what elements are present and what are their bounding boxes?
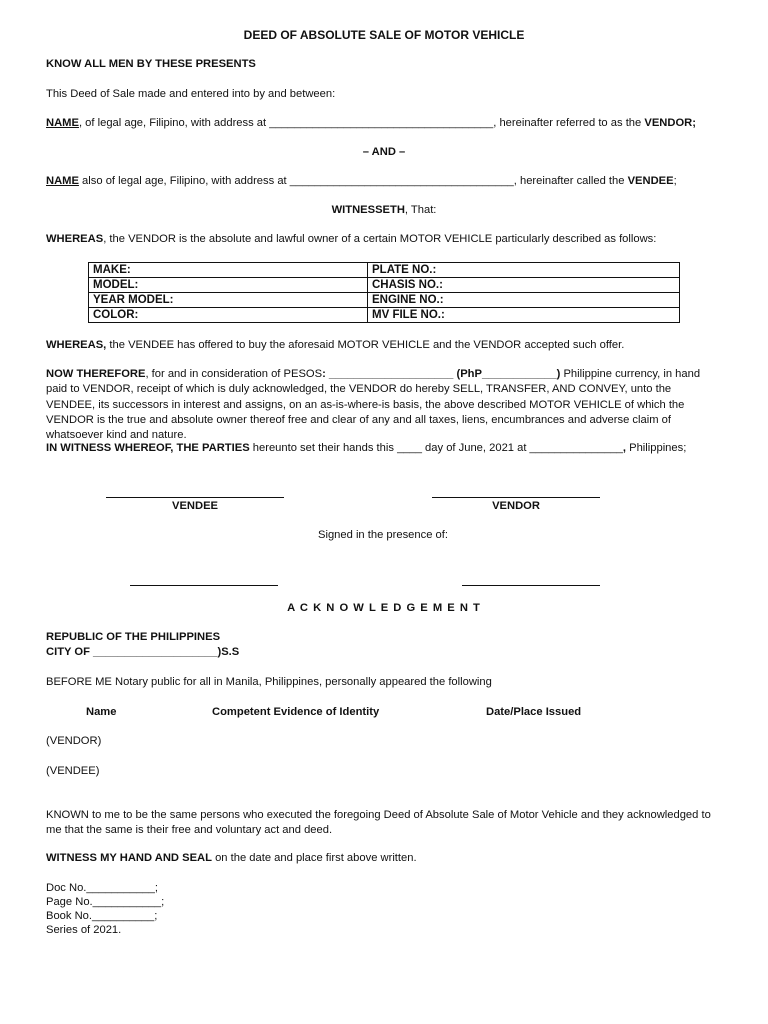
vendee-party-text: also of legal age, Filipino, with address at ____________________________________, hereinafter called the bbox=[78, 175, 628, 187]
in-witness-text: hereunto set their hands this ____ day of June, 2021 at _______________ bbox=[249, 442, 623, 454]
chasis-no-label: CHASIS NO.: bbox=[368, 278, 680, 293]
witness-seal-rest: on the date and place first above written. bbox=[211, 852, 417, 864]
witness2-signature-line bbox=[462, 585, 600, 586]
intro-heading: KNOW ALL MEN BY THESE PRESENTS bbox=[46, 58, 256, 70]
table-row bbox=[89, 308, 680, 323]
now-therefore-text1: , for and in consideration of PESOS bbox=[145, 368, 323, 380]
vendee-signature-label: VENDEE bbox=[171, 500, 218, 512]
table-row bbox=[89, 293, 680, 308]
in-witness-lead: IN WITNESS WHEREOF, THE PARTIES bbox=[46, 442, 250, 454]
witness-seal-line bbox=[46, 852, 417, 864]
in-witness-end: Philippines; bbox=[626, 442, 687, 454]
whereas-ownership bbox=[46, 233, 656, 245]
in-witness-line bbox=[46, 442, 686, 454]
vendor-role: VENDOR; bbox=[644, 117, 696, 129]
column-evidence-header: Competent Evidence of Identity bbox=[212, 706, 380, 718]
mv-file-no-label: MV FILE NO.: bbox=[368, 308, 680, 323]
model-label: MODEL: bbox=[89, 278, 368, 293]
document-title: DEED OF ABSOLUTE SALE OF MOTOR VEHICLE bbox=[243, 28, 525, 42]
known-paragraph: KNOWN to me to be the same persons who executed the foregoing Deed of Absolute Sale of Motor Vehicle and they acknowledged to me that the same is their free and voluntary act and deed. bbox=[46, 809, 711, 837]
witness1-signature-line bbox=[130, 585, 278, 586]
column-date-place-header: Date/Place Issued bbox=[486, 706, 582, 718]
witnesseth-word: WITNESSETH bbox=[331, 204, 405, 216]
vendor-signature-label: VENDOR bbox=[492, 500, 540, 512]
doc-no-line: Doc No.___________; bbox=[46, 882, 158, 894]
vehicle-details-table bbox=[88, 262, 680, 323]
intro-line: This Deed of Sale made and entered into by and between: bbox=[46, 88, 336, 100]
vendee-name-label: NAME bbox=[46, 175, 79, 187]
witness-seal-lead: WITNESS MY HAND AND SEAL bbox=[46, 852, 212, 864]
make-label: MAKE: bbox=[89, 263, 368, 278]
whereas-offer-lead: WHEREAS, bbox=[46, 339, 107, 351]
table-row bbox=[89, 278, 680, 293]
vendor-signature-line bbox=[432, 497, 600, 498]
plate-no-label: PLATE NO.: bbox=[368, 263, 680, 278]
whereas-text: , the VENDOR is the absolute and lawful owner of a certain MOTOR VEHICLE particularly described as follows: bbox=[103, 233, 657, 245]
before-me-line: BEFORE ME Notary public for all in Manila, Philippines, personally appeared the following bbox=[46, 676, 492, 688]
whereas-offer-text: the VENDEE has offered to buy the aforesaid MOTOR VEHICLE and the VENDOR accepted such offer. bbox=[106, 339, 625, 351]
amount-php-blank: (PhP____________) bbox=[456, 368, 561, 380]
engine-no-label: ENGINE NO.: bbox=[368, 293, 680, 308]
vendee-end: ; bbox=[673, 175, 677, 187]
whereas-offer bbox=[46, 339, 624, 351]
and-separator: – AND – bbox=[362, 146, 406, 158]
whereas-lead: WHEREAS bbox=[46, 233, 104, 245]
series-line: Series of 2021. bbox=[46, 924, 122, 936]
acknowledgement-heading: A C K N O W L E D G E M E N T bbox=[287, 602, 481, 614]
color-label: COLOR: bbox=[89, 308, 368, 323]
page-no-line: Page No.___________; bbox=[46, 896, 165, 908]
in-witness-comma: , bbox=[622, 442, 626, 454]
republic-line: REPUBLIC OF THE PHILIPPINES bbox=[46, 631, 221, 643]
table-row bbox=[89, 263, 680, 278]
now-therefore-lead: NOW THEREFORE bbox=[46, 368, 146, 380]
vendee-party-line bbox=[46, 175, 677, 187]
ack-vendee-entry: (VENDEE) bbox=[46, 765, 100, 777]
ack-vendor-entry: (VENDOR) bbox=[46, 735, 102, 747]
year-model-label: YEAR MODEL: bbox=[89, 293, 368, 308]
vendor-party-line bbox=[46, 117, 696, 129]
witnesseth-line bbox=[0, 204, 768, 216]
witnesseth-rest: , That: bbox=[404, 204, 437, 216]
amount-words-blank: : ____________________ bbox=[322, 368, 457, 380]
vendor-party-text: , of legal age, Filipino, with address at ____________________________________, hereinafter referred to as the bbox=[78, 117, 645, 129]
signed-presence-line: Signed in the presence of: bbox=[318, 529, 448, 541]
book-no-line: Book No.__________; bbox=[46, 910, 158, 922]
vendee-role: VENDEE bbox=[627, 175, 674, 187]
vendor-name-label: NAME bbox=[46, 117, 79, 129]
now-therefore-text2: Philippine currency, in hand paid to VENDOR, receipt of which is duly acknowledged, the VENDOR do hereby SELL, TRANSFER, AND CONVEY, unto the VENDEE, its successors in interest and assigns, on an as-is-where-is basis, the above described MOTOR VEHICLE of which the VENDOR is the true and absolute owner thereof free and clear of any and all taxes, liens, encumbrances and adverse claim of whatsoever kind and nature. bbox=[46, 368, 701, 442]
now-therefore-paragraph bbox=[46, 367, 722, 443]
vendee-signature-line bbox=[106, 497, 284, 498]
city-line: CITY OF ____________________)S.S bbox=[46, 646, 240, 658]
column-name-header: Name bbox=[86, 706, 117, 718]
